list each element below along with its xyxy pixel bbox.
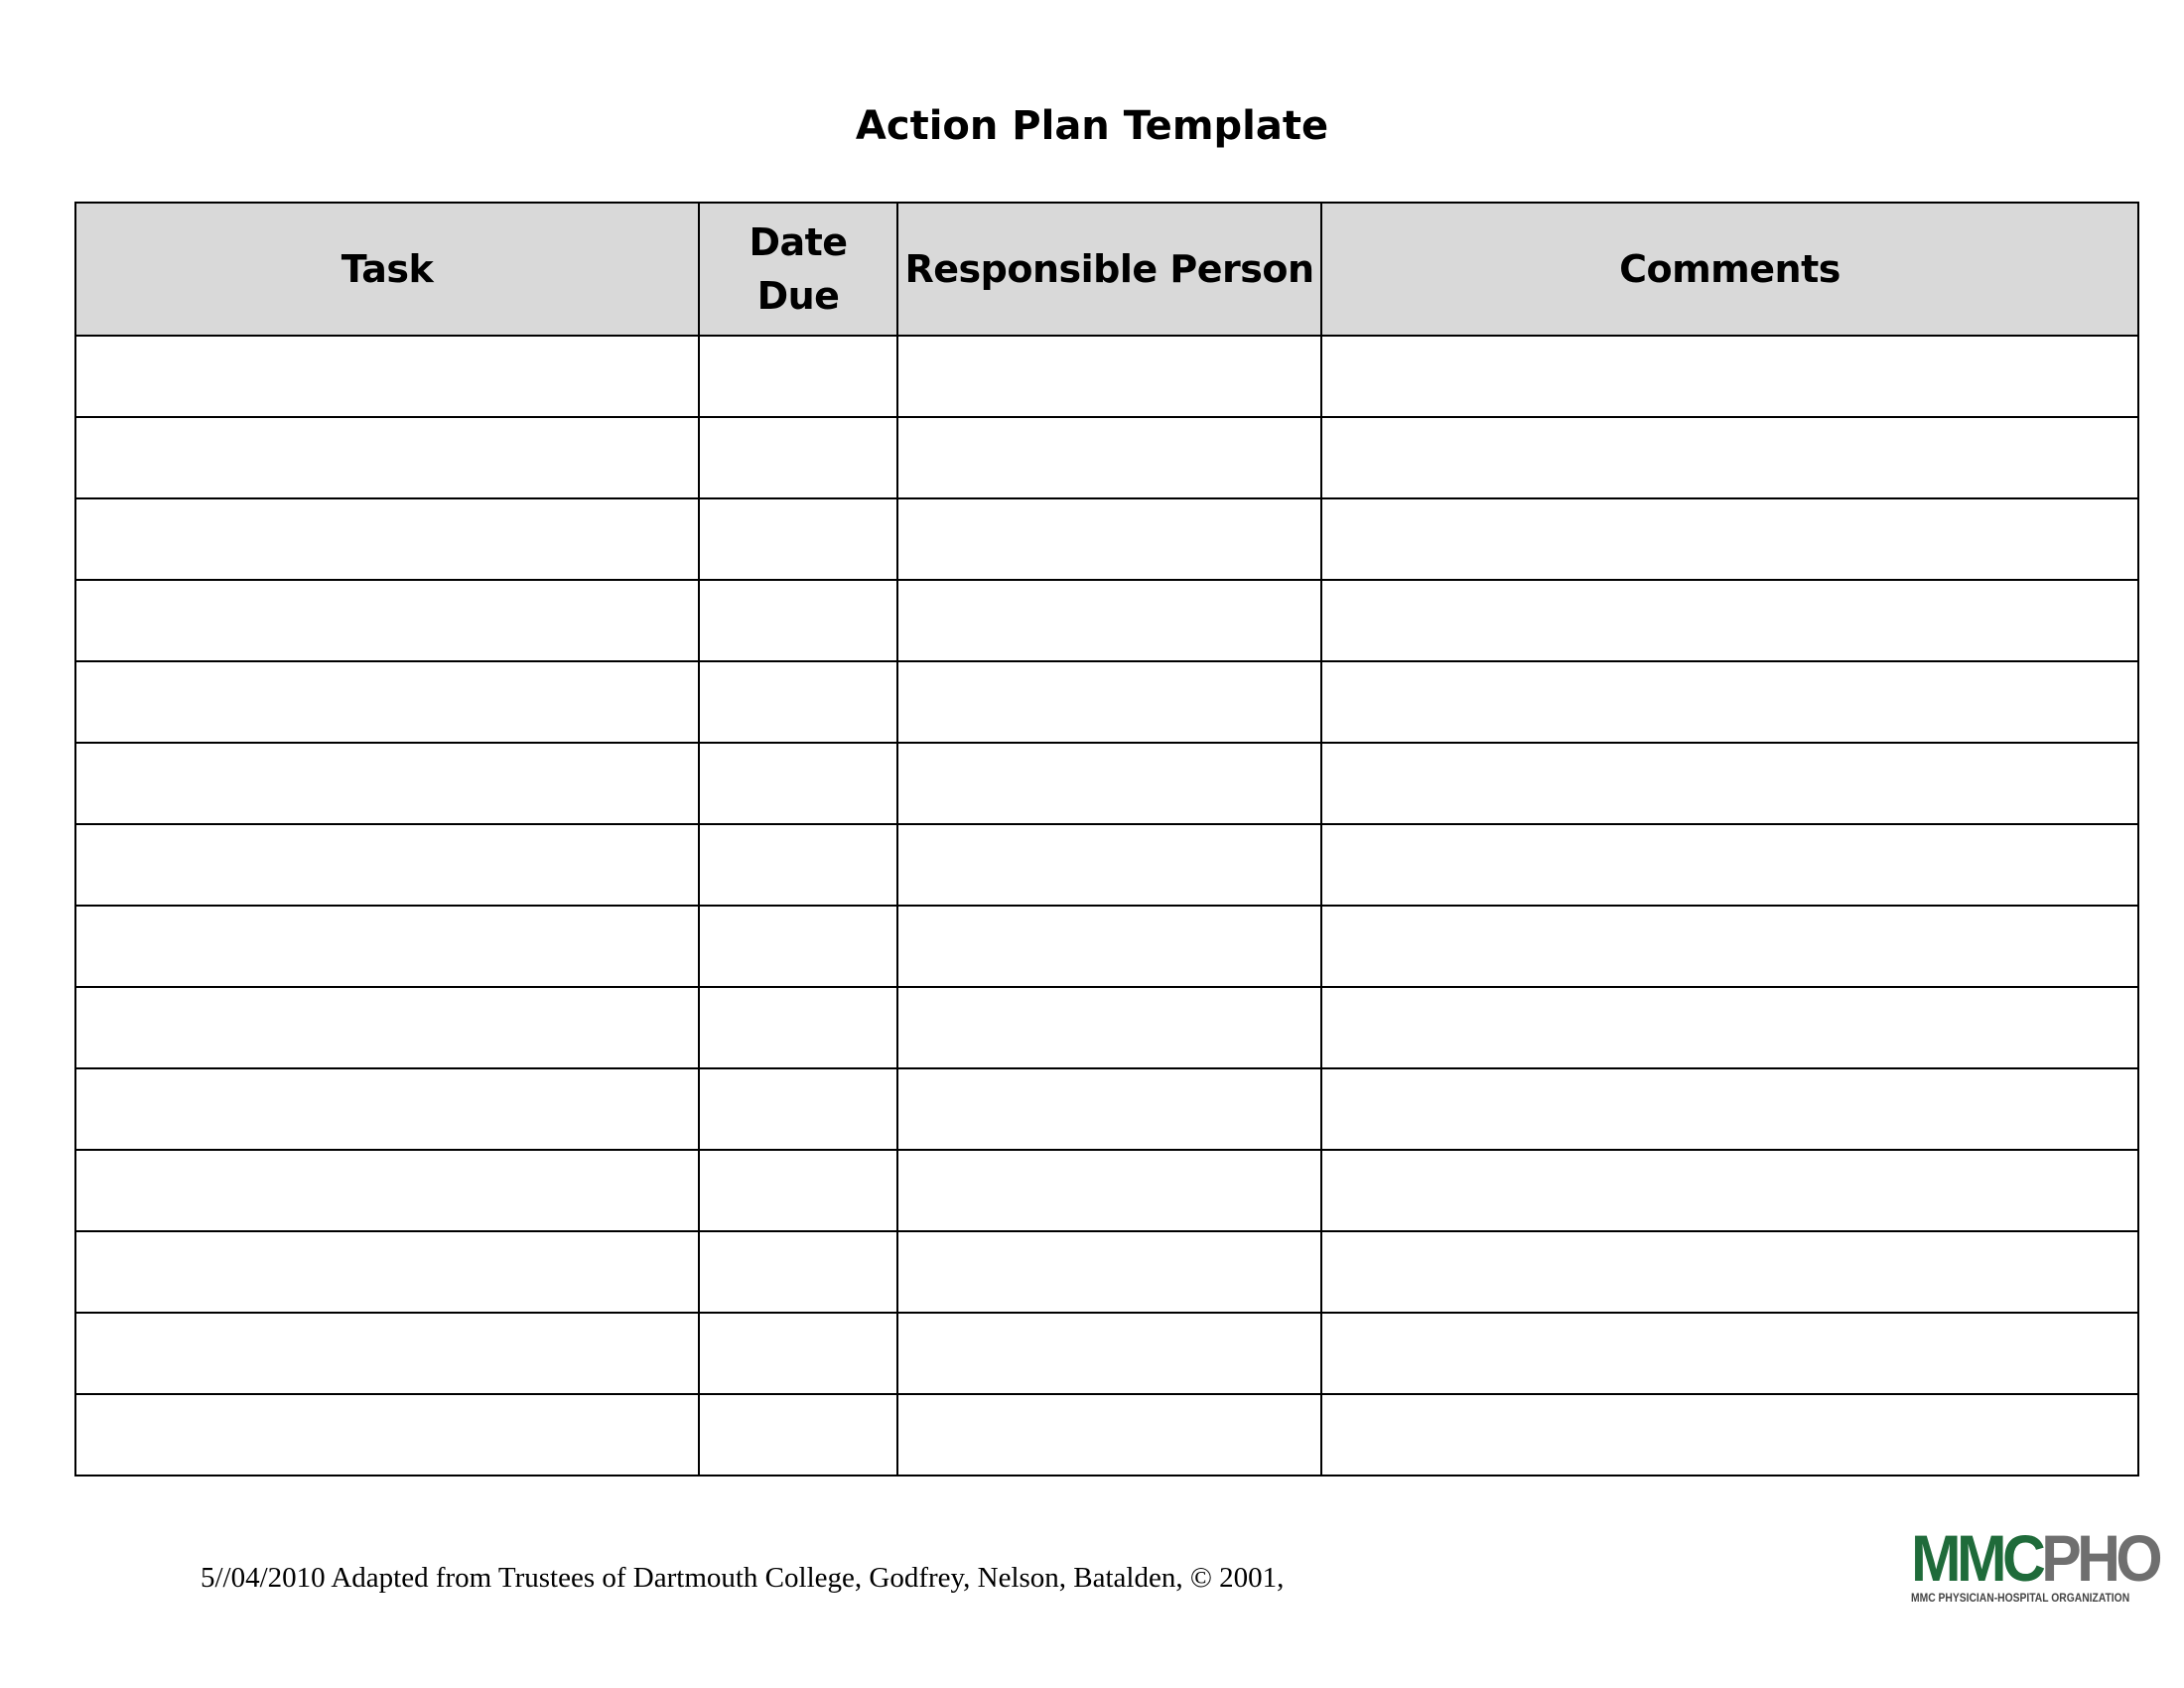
date-due-cell[interactable] [699, 417, 897, 498]
table-row [75, 906, 2138, 987]
date-due-cell[interactable] [699, 906, 897, 987]
comments-cell[interactable] [1321, 1068, 2138, 1150]
responsible-person-cell[interactable] [897, 336, 1321, 417]
footer-attribution: 5//04/2010 Adapted from Trustees of Dartmouth College, Godfrey, Nelson, Batalden, © 2001, [201, 1562, 1285, 1594]
responsible-person-cell[interactable] [897, 824, 1321, 906]
page-title: Action Plan Template [855, 103, 1329, 149]
responsible-person-cell[interactable] [897, 1068, 1321, 1150]
table-row [75, 987, 2138, 1068]
table-row [75, 498, 2138, 580]
responsible-person-cell[interactable] [897, 906, 1321, 987]
comments-cell[interactable] [1321, 824, 2138, 906]
task-cell[interactable] [75, 824, 699, 906]
date-due-cell[interactable] [699, 824, 897, 906]
header-task: Task [75, 203, 699, 336]
responsible-person-cell[interactable] [897, 743, 1321, 824]
task-cell[interactable] [75, 1394, 699, 1476]
header-comments: Comments [1321, 203, 2138, 336]
table-body [75, 336, 2138, 1476]
comments-cell[interactable] [1321, 417, 2138, 498]
table-row [75, 1068, 2138, 1150]
comments-cell[interactable] [1321, 743, 2138, 824]
date-due-cell[interactable] [699, 1150, 897, 1231]
logo-subtitle: MMC PHYSICIAN-HOSPITAL ORGANIZATION [1911, 1591, 2130, 1605]
action-plan-table [74, 202, 2139, 1477]
responsible-person-cell[interactable] [897, 987, 1321, 1068]
comments-cell[interactable] [1321, 1313, 2138, 1394]
task-cell[interactable] [75, 987, 699, 1068]
comments-cell[interactable] [1321, 906, 2138, 987]
task-cell[interactable] [75, 417, 699, 498]
comments-cell[interactable] [1321, 580, 2138, 661]
date-due-cell[interactable] [699, 1313, 897, 1394]
mmcpho-logo [1911, 1521, 2159, 1607]
date-due-cell[interactable] [699, 336, 897, 417]
responsible-person-cell[interactable] [897, 661, 1321, 743]
date-due-cell[interactable] [699, 1394, 897, 1476]
responsible-person-cell[interactable] [897, 498, 1321, 580]
comments-cell[interactable] [1321, 336, 2138, 417]
task-cell[interactable] [75, 498, 699, 580]
comments-cell[interactable] [1321, 987, 2138, 1068]
table-row [75, 1231, 2138, 1313]
comments-cell[interactable] [1321, 1231, 2138, 1313]
table-row [75, 1313, 2138, 1394]
logo-mmc: MMC [1911, 1521, 2042, 1595]
date-due-cell[interactable] [699, 987, 897, 1068]
responsible-person-cell[interactable] [897, 1313, 1321, 1394]
task-cell[interactable] [75, 661, 699, 743]
task-cell[interactable] [75, 1150, 699, 1231]
table-row [75, 824, 2138, 906]
header-responsible-person: Responsible Person [897, 203, 1321, 336]
task-cell[interactable] [75, 906, 699, 987]
comments-cell[interactable] [1321, 1394, 2138, 1476]
comments-cell[interactable] [1321, 661, 2138, 743]
table-row [75, 661, 2138, 743]
task-cell[interactable] [75, 1313, 699, 1394]
date-due-cell[interactable] [699, 743, 897, 824]
task-cell[interactable] [75, 743, 699, 824]
task-cell[interactable] [75, 1068, 699, 1150]
header-date-due [699, 203, 897, 336]
date-due-cell[interactable] [699, 1068, 897, 1150]
responsible-person-cell[interactable] [897, 1150, 1321, 1231]
header-date-due-line2: Due [756, 274, 840, 318]
responsible-person-cell[interactable] [897, 1231, 1321, 1313]
table-row [75, 1394, 2138, 1476]
logo-pho: PHO [2041, 1521, 2159, 1595]
responsible-person-cell[interactable] [897, 1394, 1321, 1476]
date-due-cell[interactable] [699, 580, 897, 661]
date-due-cell[interactable] [699, 498, 897, 580]
responsible-person-cell[interactable] [897, 580, 1321, 661]
responsible-person-cell[interactable] [897, 417, 1321, 498]
table-row [75, 743, 2138, 824]
task-cell[interactable] [75, 1231, 699, 1313]
table-row [75, 1150, 2138, 1231]
task-cell[interactable] [75, 336, 699, 417]
table-header-row [75, 203, 2138, 336]
comments-cell[interactable] [1321, 1150, 2138, 1231]
comments-cell[interactable] [1321, 498, 2138, 580]
date-due-cell[interactable] [699, 1231, 897, 1313]
table-row [75, 336, 2138, 417]
task-cell[interactable] [75, 580, 699, 661]
date-due-cell[interactable] [699, 661, 897, 743]
header-date-due-line1: Date [749, 220, 848, 264]
table-row [75, 580, 2138, 661]
logo-wordmark [1911, 1521, 2159, 1595]
table-row [75, 417, 2138, 498]
